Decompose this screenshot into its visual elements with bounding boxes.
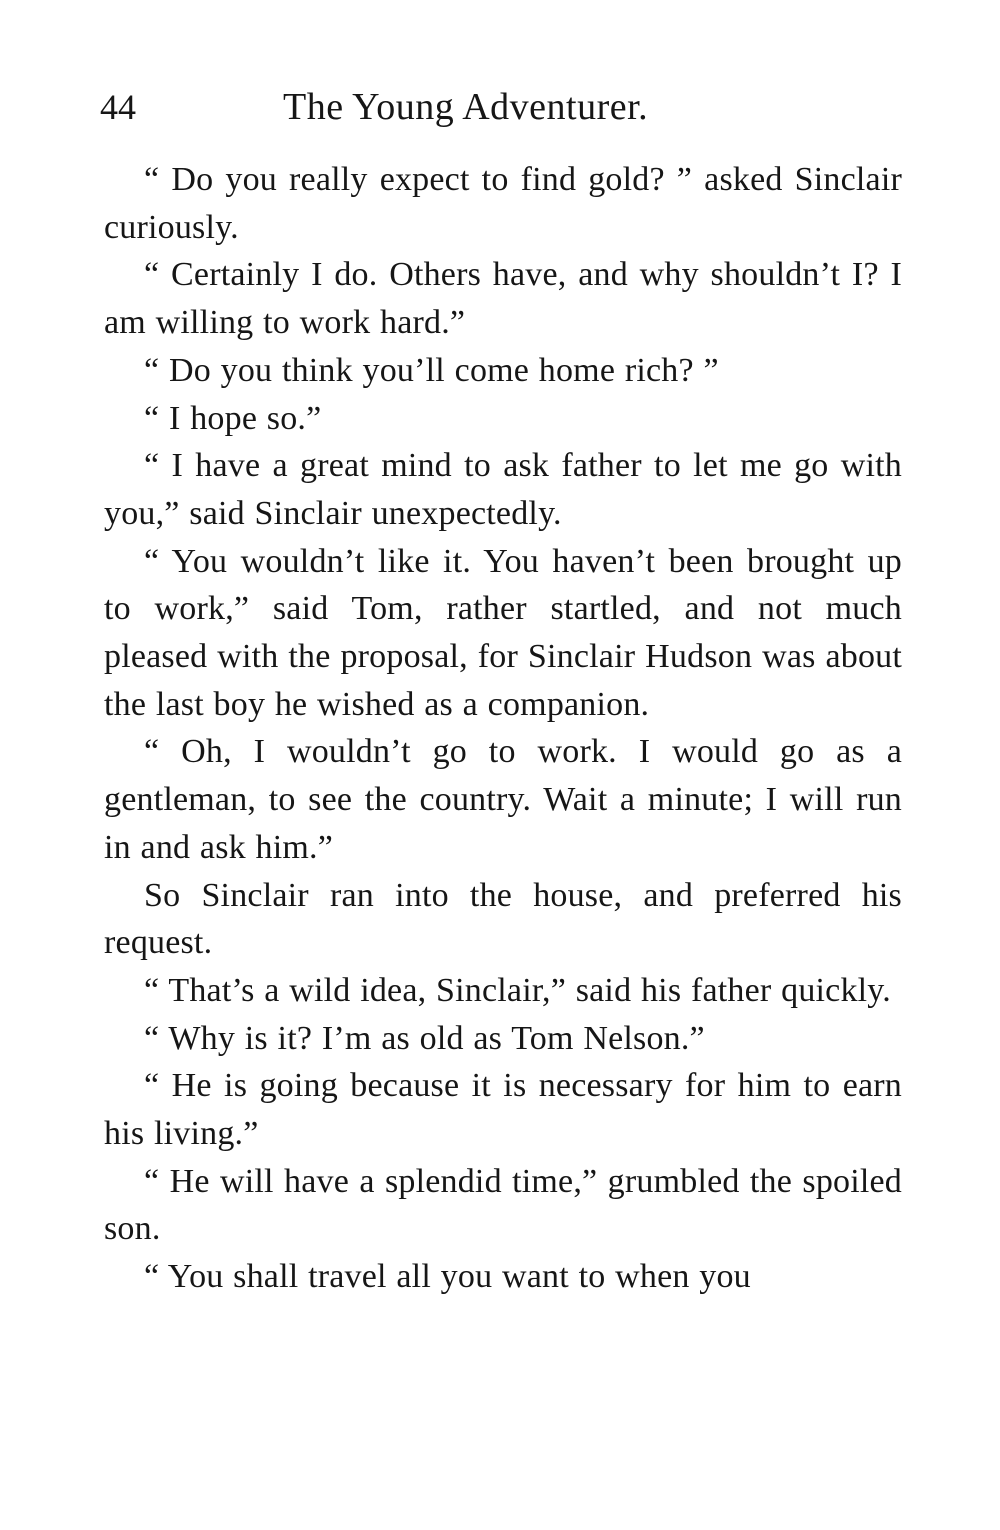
paragraph: “ Do you really expect to find gold? ” asked Sinclair curiously. [104,161,902,246]
paragraph: “ Certainly I do. Others have, and why shouldn’t I? I am willing to work hard.” [104,256,902,342]
paragraph: “ You wouldn’t like it. You haven’t been brought up to work,” said Tom, rather startled, and not much pleased with the proposal, for Sinclair Hudson was about the last boy he wished as a companion. [104,542,902,723]
paragraph: “ Oh, I wouldn’t go to work. I would go as a gentleman, to see the country. Wait a minute; I will run in and ask him.” [104,733,902,866]
paragraph: “ I hope so.” [144,399,322,437]
book-title: The Young Adventurer. [283,86,649,128]
paragraph: “ Why is it? I’m as old as Tom Nelson.” [144,1019,705,1057]
paragraph: “ You shall travel all you want to when you [144,1258,751,1296]
paragraph: “ I have a great mind to ask father to let me go with you,” said Sinclair unexpectedly. [104,447,902,532]
page-number: 44 [100,87,136,127]
body-text [104,156,902,1301]
paragraph: “ He will have a splendid time,” grumbled the spoiled son. [104,1162,902,1248]
paragraph: “ That’s a wild idea, Sinclair,” said his father quickly. [144,971,892,1009]
paragraph: So Sinclair ran into the house, and preferred his request. [104,876,902,962]
paragraph: “ Do you think you’ll come home rich? ” [144,351,719,389]
paragraph: “ He is going because it is necessary for him to earn his living.” [104,1067,902,1153]
running-head [100,82,910,132]
